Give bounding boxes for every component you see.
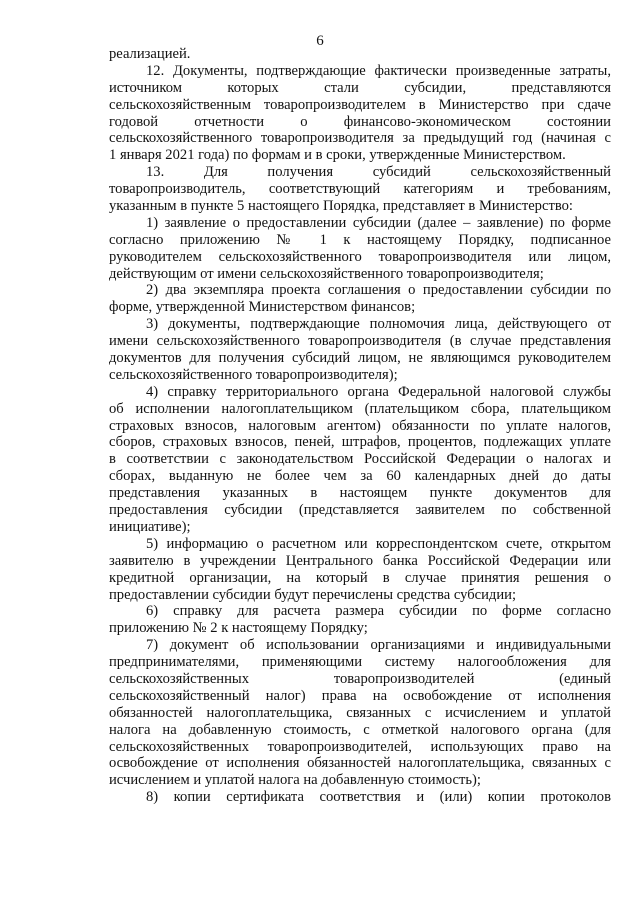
text-line: представления указанных в настоящем пункте документов для <box>109 485 611 502</box>
text-line: указанным в пункте 5 настоящего Порядка, представляет в Министерство: <box>109 198 573 215</box>
text-line: страховых взносов, налоговым агентом) обязанности по уплате налогов, <box>109 417 611 434</box>
text-line: действующим от имени сельскохозяйственного товаропроизводителя; <box>109 265 544 282</box>
text-line: согласно приложению № 1 к настоящему Порядку, подписанное <box>109 231 611 248</box>
text-line: заявителю в учреждении Центрального банка Российской Федерации или <box>109 552 611 569</box>
text-line: исчислением и уплатой налога на добавленную стоимость); <box>109 772 481 789</box>
text-line: в соответствии с законодательством Российской Федерации о налогах и <box>109 451 611 468</box>
text-line: 1) заявление о предоставлении субсидии (далее – заявление) по форме <box>146 214 611 231</box>
text-line: руководителем сельскохозяйственного товаропроизводителя или лицом, <box>109 248 611 265</box>
text-line: сельскохозяйственный налог) права на освобождение от исполнения <box>109 687 611 704</box>
text-line: сборах, выданную не более чем за 60 календарных дней до даты <box>109 468 611 485</box>
text-line: 8) копии сертификата соответствия и (или) копии протоколов <box>146 789 611 806</box>
text-line: документов для получения субсидий лицом, не являющимся руководителем <box>109 350 611 367</box>
text-line: сельскохозяйственного товаропроизводителя за предыдущий год (начиная с <box>109 130 611 147</box>
text-line: налога на добавленную стоимость, с отметкой налогового органа (для <box>109 721 611 738</box>
text-line: форме, утвержденной Министерством финансов; <box>109 299 416 316</box>
text-line: об исполнении налогоплательщиком (плательщиком сбора, плательщиком <box>109 400 611 417</box>
text-line: 5) информацию о расчетном или корреспондентском счете, открытом <box>146 535 611 552</box>
text-line: 13. Для получения субсидий сельскохозяйственный <box>146 164 611 181</box>
text-line: предоставлении субсидии будут перечислены средства субсидии; <box>109 586 517 603</box>
text-line: предоставления субсидии (представляется заявителем по собственной <box>109 502 611 519</box>
text-line: обязанностей налогоплательщика, связанных с исчислением и уплатой <box>109 704 611 721</box>
text-line: имени сельскохозяйственного товаропроизводителя (в случае представления <box>109 333 611 350</box>
text-line: реализацией. <box>109 46 191 62</box>
text-line: 7) документ об использовании организациями и индивидуальными <box>146 637 611 654</box>
text-line: сельскохозяйственного товаропроизводителя); <box>109 366 398 383</box>
text-line: сельскохозяйственных товаропроизводителей, использующих право на <box>109 738 611 755</box>
text-line: сельскохозяйственным товаропроизводителем в Министерство при сдаче <box>109 96 611 113</box>
text-line: предпринимателями, применяющими систему налогообложения для <box>109 654 611 671</box>
text-line: 12. Документы, подтверждающие фактически произведенные затраты, <box>146 62 611 79</box>
page-number: 6 <box>316 33 324 49</box>
text-line: кредитной организации, на который в случае принятия решения о <box>109 569 611 586</box>
text-line: 6) справку для расчета размера субсидии по форме согласно <box>146 603 611 620</box>
text-line: товаропроизводитель, соответствующий категориям и требованиям, <box>109 181 611 198</box>
text-line: 1 января 2021 года) по формам и в сроки, утвержденные Министерством. <box>109 147 566 164</box>
text-line: освобождение от исполнения обязанностей налогоплательщика, связанных с <box>109 755 611 772</box>
text-line: годовой отчетности о финансово-экономическом состоянии <box>109 113 611 130</box>
text-line: приложению № 2 к настоящему Порядку; <box>109 620 368 637</box>
text-line: сельскохозяйственных товаропроизводителей (единый <box>109 670 611 687</box>
text-line: инициативе); <box>109 518 191 535</box>
text-line: 2) два экземпляра проекта соглашения о предоставлении субсидии по <box>146 282 611 299</box>
text-line: 4) справку территориального органа Федеральной налоговой службы <box>146 383 611 400</box>
text-line: источником которых стали субсидии, представляются <box>109 79 611 96</box>
text-line: 3) документы, подтверждающие полномочия лица, действующего от <box>146 316 611 333</box>
text-line: сборов, страховых взносов, пеней, штрафов, процентов, подлежащих уплате <box>109 434 611 451</box>
document-body <box>109 46 611 806</box>
